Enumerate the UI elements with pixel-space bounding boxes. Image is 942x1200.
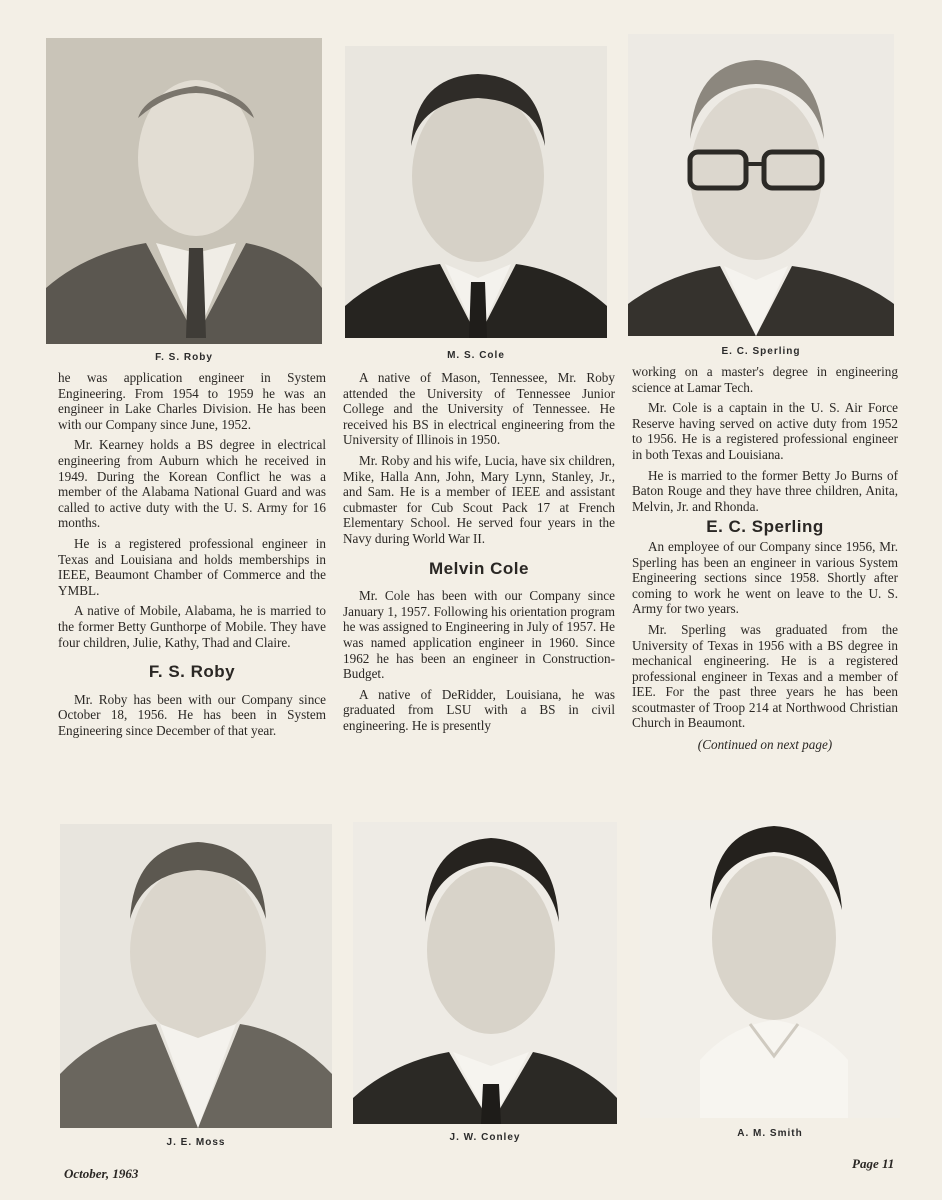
column-1	[58, 370, 326, 743]
caption-f-s-roby: F. S. Roby	[155, 352, 213, 363]
paragraph: A native of Mason, Tennessee, Mr. Roby attended the University of Tennessee Junior College and the University of Tennessee. He received his BS in electrical engineering from the University of Illinois in 1950.	[343, 370, 615, 448]
continued-note: (Continued on next page)	[697, 737, 833, 753]
portrait-image	[345, 46, 607, 338]
portrait-image	[353, 822, 617, 1124]
photo-a-m-smith	[640, 820, 900, 1118]
paragraph: Mr. Roby and his wife, Lucia, have six children, Mike, Halla Ann, John, Mary Lynn, Stanley, Jr., and Sam. He is a member of IEEE and assistant cubmaster for Cub Scout Pack 17 at French Elementary School. He served four years in the Navy during World War II.	[343, 452, 615, 546]
column-2	[343, 370, 615, 738]
paragraph: He is a registered professional engineer in Texas and Louisiana and holds memberships in IEEE, Beaumont Chamber of Commerce and the YMBL.	[58, 535, 326, 598]
caption-m-s-cole: M. S. Cole	[447, 350, 505, 361]
portrait-image	[628, 34, 894, 336]
paragraph: he was application engineer in System Engineering. From 1954 to 1959 he was an engineer in Lake Charles Division. He has been with our Company since June, 1952.	[58, 370, 326, 432]
photo-m-s-cole	[345, 46, 607, 338]
section-heading-e-c-sperling: E. C. Sperling	[706, 517, 824, 537]
caption-e-c-sperling: E. C. Sperling	[721, 346, 801, 357]
photo-j-e-moss	[60, 824, 332, 1128]
paragraph: Mr. Cole is a captain in the U. S. Air Force Reserve having served on active duty from 1952 to 1956. He is a registered professional engineer in both Texas and Louisiana.	[632, 400, 898, 462]
paragraph: An employee of our Company since 1956, Mr. Sperling has been an engineer in various System Engineering sections since 1958. Shortly after coming to work he went on leave to the U. S. Army for two years.	[632, 538, 898, 617]
section-heading-melvin-cole: Melvin Cole	[429, 558, 529, 578]
footer-date: October, 1963	[64, 1166, 139, 1181]
photo-j-w-conley	[353, 822, 617, 1124]
caption-j-e-moss: J. E. Moss	[166, 1137, 226, 1148]
portrait-image	[60, 824, 332, 1128]
section-heading-f-s-roby: F. S. Roby	[148, 662, 236, 682]
paragraph: Mr. Roby has been with our Company since October 18, 1956. He has been in System Engineering since December of that year.	[58, 691, 326, 738]
paragraph: A native of Mobile, Alabama, he is married to the former Betty Gunthorpe of Mobile. They have four children, Julie, Kathy, Thad and Claire.	[58, 603, 326, 650]
paragraph: He is married to the former Betty Jo Burns of Baton Rouge and they have three children, Anita, Melvin, Jr. and Rhonda.	[632, 467, 898, 514]
paragraph: Mr. Kearney holds a BS degree in electrical engineering from Auburn which he received in 1949. During the Korean Conflict he was a member of the Alabama National Guard and was called to active duty with the U. S. Army for 16 months.	[58, 437, 326, 531]
portrait-image	[640, 820, 900, 1118]
paragraph: Mr. Cole has been with our Company since January 1, 1957. Following his orientation program he was assigned to Engineering in July of 1957. He was named application engineer in 1960. Since 1962 he has been an engineer in Construction-Budget.	[343, 588, 615, 682]
column-3	[632, 364, 898, 753]
paragraph: Mr. Sperling was graduated from the University of Texas in 1956 with a BS degree in mechanical engineering. He is a registered professional engineer in Texas and a member of IEE. For the past three years he has been scoutmaster of Troop 214 at Northwood Christian Church in Beaumont.	[632, 621, 898, 731]
paragraph: working on a master's degree in engineering science at Lamar Tech.	[632, 364, 898, 395]
footer-page-number: Page 11	[852, 1156, 895, 1171]
paragraph: A native of DeRidder, Louisiana, he was graduated from LSU with a BS in civil engineering. He is presently	[343, 686, 615, 733]
caption-j-w-conley: J. W. Conley	[449, 1132, 521, 1143]
caption-a-m-smith: A. M. Smith	[737, 1128, 803, 1139]
photo-f-s-roby	[46, 38, 322, 344]
portrait-image	[46, 38, 322, 344]
photo-e-c-sperling	[628, 34, 894, 336]
